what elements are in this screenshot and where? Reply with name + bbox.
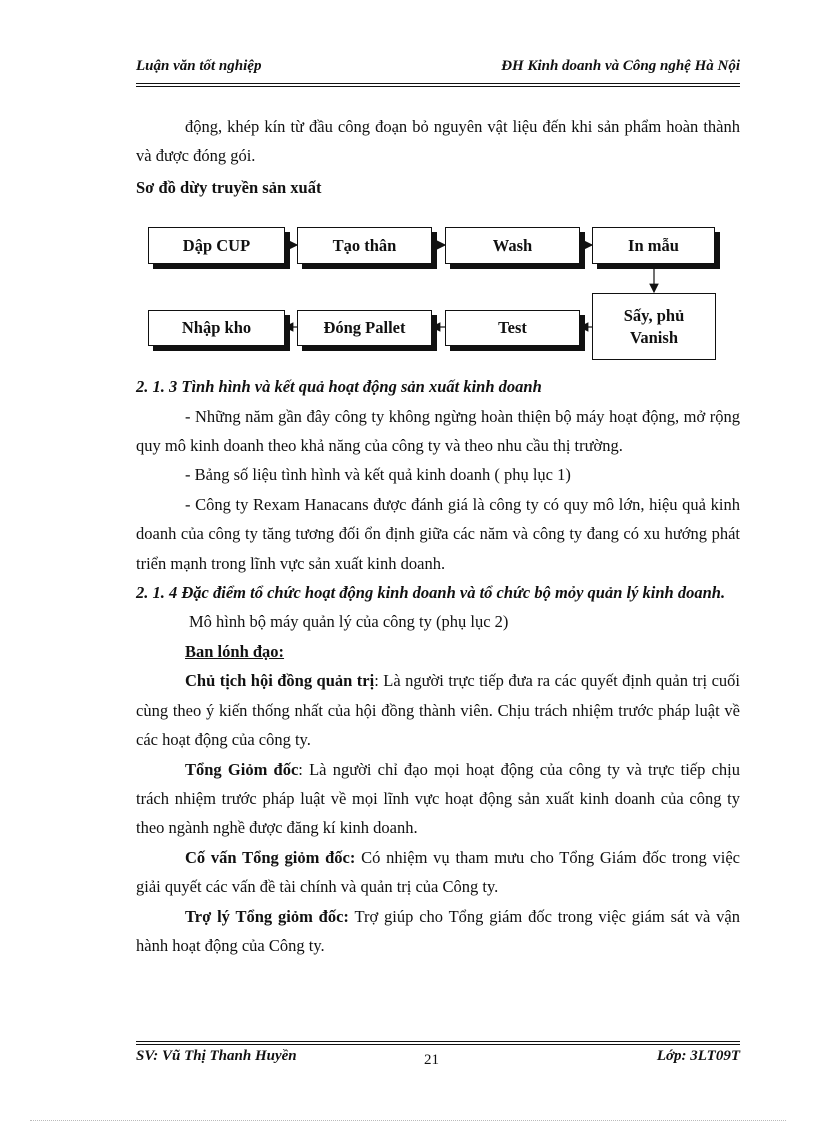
role-desc: : Là người chỉ đạo mọi hoạt động của công ty và trực tiếp chịu trách nhiệm trước pháp luật về mọi lĩnh vực hoạt động sản xuất kinh doanh của công ty theo ngành nghề được đăng kí kinh doanh. — [136, 759, 740, 838]
step-wash: Wash — [445, 227, 580, 264]
footer-rule — [136, 1044, 740, 1045]
role-term: Tổng Giỏm đốc — [185, 759, 299, 779]
role-term: Chủ tịch hội đồng quản trị — [185, 671, 375, 691]
header-right: ĐH Kinh doanh và Công nghệ Hà Nội — [501, 58, 740, 74]
role-desc: : Là người trực tiếp đưa ra các quyết định quản trị cuối cùng theo ý kiến thống nhất của hội đồng thành viên. Chịu trách nhiệm trước pháp luật về các hoạt động của công ty. — [136, 671, 740, 750]
role-desc: Trợ giúp cho Tổng giám đốc trong việc giám sát và vận hành hoạt động của Công ty. — [136, 906, 740, 955]
production-line-diagram — [136, 214, 740, 372]
page-number: 21 — [424, 1052, 439, 1068]
footer-rule-thin — [136, 1041, 740, 1042]
diagram-title: Sơ đồ dừy truyền sản xuất — [136, 177, 322, 197]
step-tao-than: Tạo thân — [297, 227, 432, 264]
step-say-phu-vanish: Sấy, phủ Vanish — [592, 293, 716, 360]
role-ceo — [136, 755, 740, 843]
step-dap-cup: Dập CUP — [148, 227, 285, 264]
section-213-heading: 2. 1. 3 Tình hình và kết quả hoạt động sản xuất kinh doanh — [136, 377, 542, 397]
footer-student: SV: Vũ Thị Thanh Huyền — [136, 1048, 297, 1064]
page-header — [136, 58, 740, 82]
header-rule — [136, 83, 740, 84]
management-model-text: Mô hình bộ máy quản lý của công ty (phụ lục 2) — [189, 612, 509, 632]
role-chairman — [136, 666, 740, 754]
page-footer — [136, 1048, 740, 1072]
header-rule-thin — [136, 86, 740, 87]
step-nhap-kho: Nhập kho — [148, 310, 285, 346]
step-test: Test — [445, 310, 580, 346]
section-213-p2: - Bảng số liệu tình hình và kết quả kinh doanh ( phụ lục 1) — [185, 465, 571, 485]
intro-paragraph: động, khép kín từ đầu công đoạn bỏ nguyên vật liệu đến khi sản phẩm hoàn thành và được đóng gói. — [136, 117, 740, 166]
section-213-p3: - Công ty Rexam Hanacans được đánh giá là công ty có quy mô lớn, hiệu quả kinh doanh của công ty tăng tương đối ổn định giữa các năm và công ty đang có xu hướng phát triển mạnh trong lĩnh vực sản xuất kinh doanh. — [136, 494, 740, 573]
footer-class: Lớp: 3LT09T — [656, 1048, 740, 1064]
role-term: Cố vấn Tổng giỏm đốc: — [185, 847, 356, 867]
role-assistant — [136, 902, 740, 961]
step-dong-pallet: Đóng Pallet — [297, 310, 432, 346]
section-214-heading: 2. 1. 4 Đặc điểm tổ chức hoạt động kinh doanh và tổ chức bộ mỏy quản lý kinh doanh. — [136, 583, 726, 603]
leadership-subheading: Ban lónh đạo: — [185, 641, 285, 661]
header-left: Luận văn tốt nghiệp — [136, 58, 262, 74]
section-213-p1: - Những năm gần đây công ty không ngừng hoàn thiện bộ máy hoạt động, mở rộng quy mô kinh doanh theo khả năng của công ty và theo nhu cầu thị trường. — [136, 406, 740, 456]
role-desc: Có nhiệm vụ tham mưu cho Tổng Giám đốc trong việc giải quyết các vấn đề tài chính và quản trị của Công ty. — [136, 847, 740, 897]
step-in-mau: In mẫu — [592, 227, 715, 264]
page-edge-dots — [30, 1120, 786, 1121]
page-body — [136, 112, 740, 960]
role-advisor — [136, 843, 740, 902]
leadership-subheading-row — [136, 637, 740, 666]
role-term: Trợ lý Tổng giỏm đốc: — [185, 906, 349, 926]
